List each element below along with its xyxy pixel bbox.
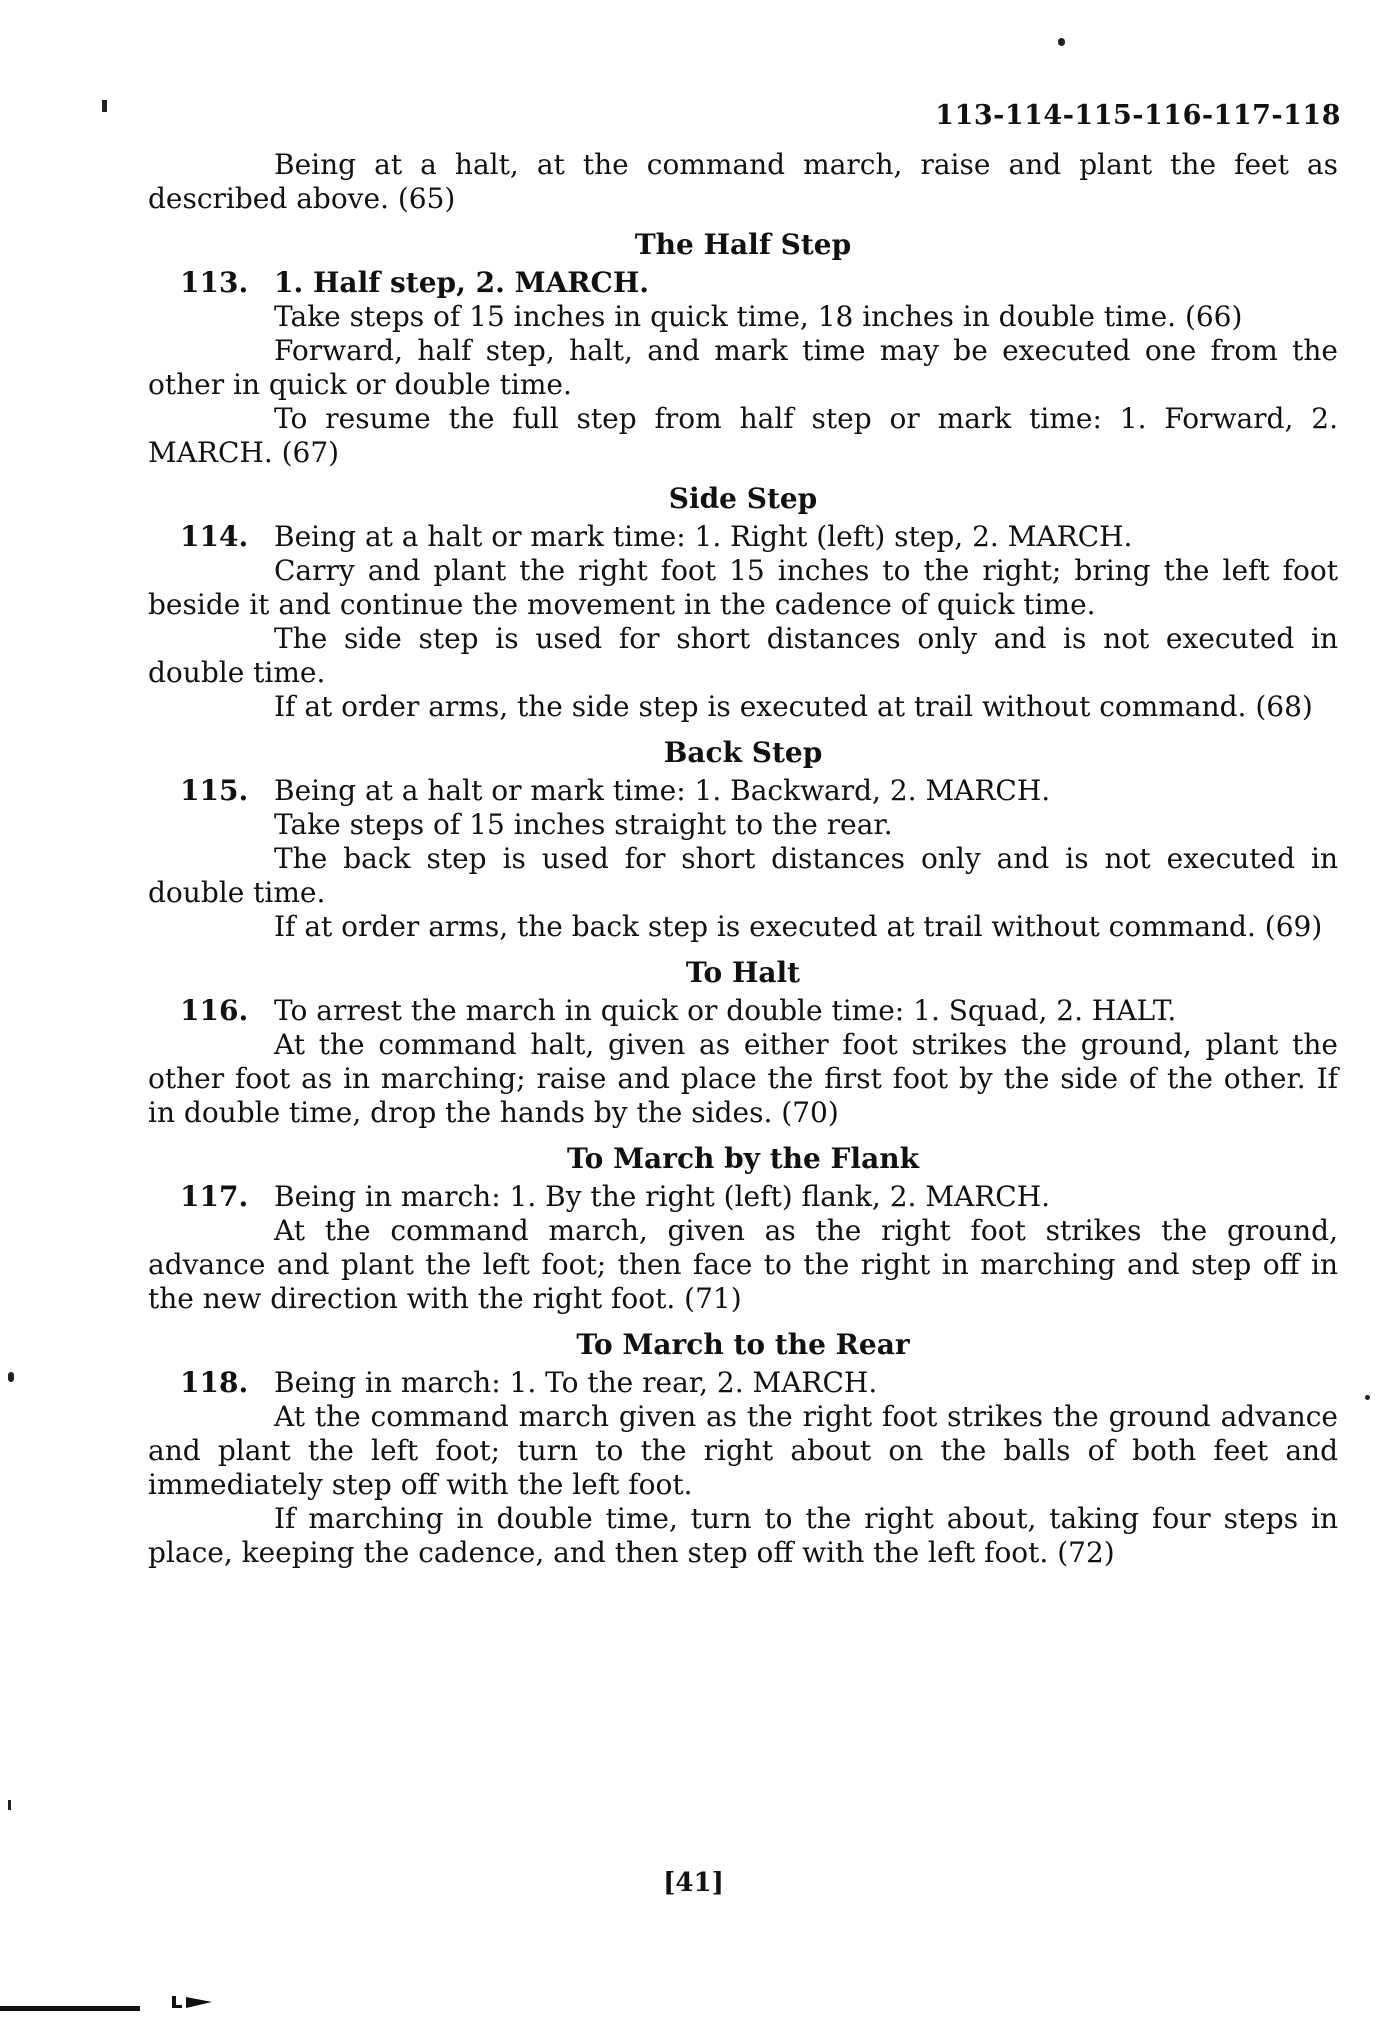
- command-text: To arrest the march in quick or double time: 1. Squad, 2. HALT.: [274, 994, 1177, 1027]
- scan-mark-icon: [172, 1994, 224, 2010]
- section-half-step: [148, 228, 1338, 470]
- command-text: Being in march: 1. By the right (left) flank, 2. MARCH.: [274, 1180, 1051, 1213]
- scan-speck: [1058, 38, 1065, 46]
- running-head: 113-114-115-116-117-118: [935, 100, 1341, 131]
- scan-speck: [102, 100, 107, 112]
- paragraph: To resume the full step from half step or mark time: 1. Forward, 2. MARCH. (67): [148, 402, 1338, 469]
- command-text: Being at a halt or mark time: 1. Right (left) step, 2. MARCH.: [274, 520, 1133, 553]
- section-command: [148, 774, 1338, 808]
- section-number: 115.: [180, 774, 249, 807]
- paragraph: If at order arms, the back step is executed at trail without command. (69): [274, 910, 1323, 943]
- section-command: [148, 1180, 1338, 1214]
- paragraph: At the command halt, given as either foot strikes the ground, plant the other foot as in marching; raise and place the first foot by the side of the other. If in double time, drop the hands by the sides. (70): [148, 1028, 1338, 1129]
- section-march-to-rear: [148, 1328, 1338, 1570]
- section-command: [148, 266, 1338, 300]
- section-number: 114.: [180, 520, 249, 553]
- paragraph: The side step is used for short distances only and is not executed in double time.: [148, 622, 1338, 689]
- scan-speck: [8, 1800, 11, 1810]
- command-text: Being in march: 1. To the rear, 2. MARCH.: [274, 1366, 878, 1399]
- scan-edge-rule: [0, 2006, 140, 2011]
- section-march-by-flank: [148, 1142, 1338, 1316]
- section-number: 117.: [180, 1180, 249, 1213]
- section-heading: Back Step: [663, 736, 823, 769]
- section-number: 118.: [180, 1366, 249, 1399]
- section-command: [148, 520, 1338, 554]
- section-heading: To Halt: [685, 956, 801, 989]
- paragraph: Take steps of 15 inches in quick time, 18 inches in double time. (66): [274, 300, 1243, 333]
- section-heading: Side Step: [668, 482, 818, 515]
- paragraph: At the command march, given as the right foot strikes the ground, advance and plant the left foot; then face to the right in marching and step off in the new direction with the right foot. (71): [148, 1214, 1338, 1315]
- paragraph: The back step is used for short distances only and is not executed in double time.: [148, 842, 1338, 909]
- intro-paragraph: Being at a halt, at the command march, raise and plant the feet as described above. (65): [148, 148, 1338, 215]
- paragraph: If at order arms, the side step is executed at trail without command. (68): [274, 690, 1313, 723]
- section-number: 116.: [180, 994, 249, 1027]
- section-command: [148, 1366, 1338, 1400]
- section-number: 113.: [180, 266, 249, 299]
- page-body: [148, 148, 1338, 1570]
- section-back-step: [148, 736, 1338, 944]
- paragraph: At the command march given as the right foot strikes the ground advance and plant the left foot; turn to the right about on the balls of both feet and immediately step off with the left foot.: [148, 1400, 1338, 1501]
- paragraph: Forward, half step, halt, and mark time may be executed one from the other in quick or double time.: [148, 334, 1338, 401]
- paragraph: Take steps of 15 inches straight to the rear.: [274, 808, 893, 841]
- section-heading: The Half Step: [634, 228, 852, 261]
- scan-speck: [1365, 1395, 1370, 1400]
- section-command: [148, 994, 1338, 1028]
- section-heading: To March by the Flank: [567, 1142, 919, 1175]
- command-text: 1. Half step, 2. MARCH.: [274, 266, 650, 299]
- page-number: [41]: [663, 1868, 724, 1898]
- scan-speck: [8, 1372, 14, 1382]
- command-text: Being at a halt or mark time: 1. Backward, 2. MARCH.: [274, 774, 1051, 807]
- section-side-step: [148, 482, 1338, 724]
- paragraph: If marching in double time, turn to the right about, taking four steps in place, keeping the cadence, and then step off with the left foot. (72): [148, 1502, 1338, 1569]
- section-to-halt: [148, 956, 1338, 1130]
- section-heading: To March to the Rear: [576, 1328, 910, 1361]
- paragraph: Carry and plant the right foot 15 inches to the right; bring the left foot beside it and continue the movement in the cadence of quick time.: [148, 554, 1338, 621]
